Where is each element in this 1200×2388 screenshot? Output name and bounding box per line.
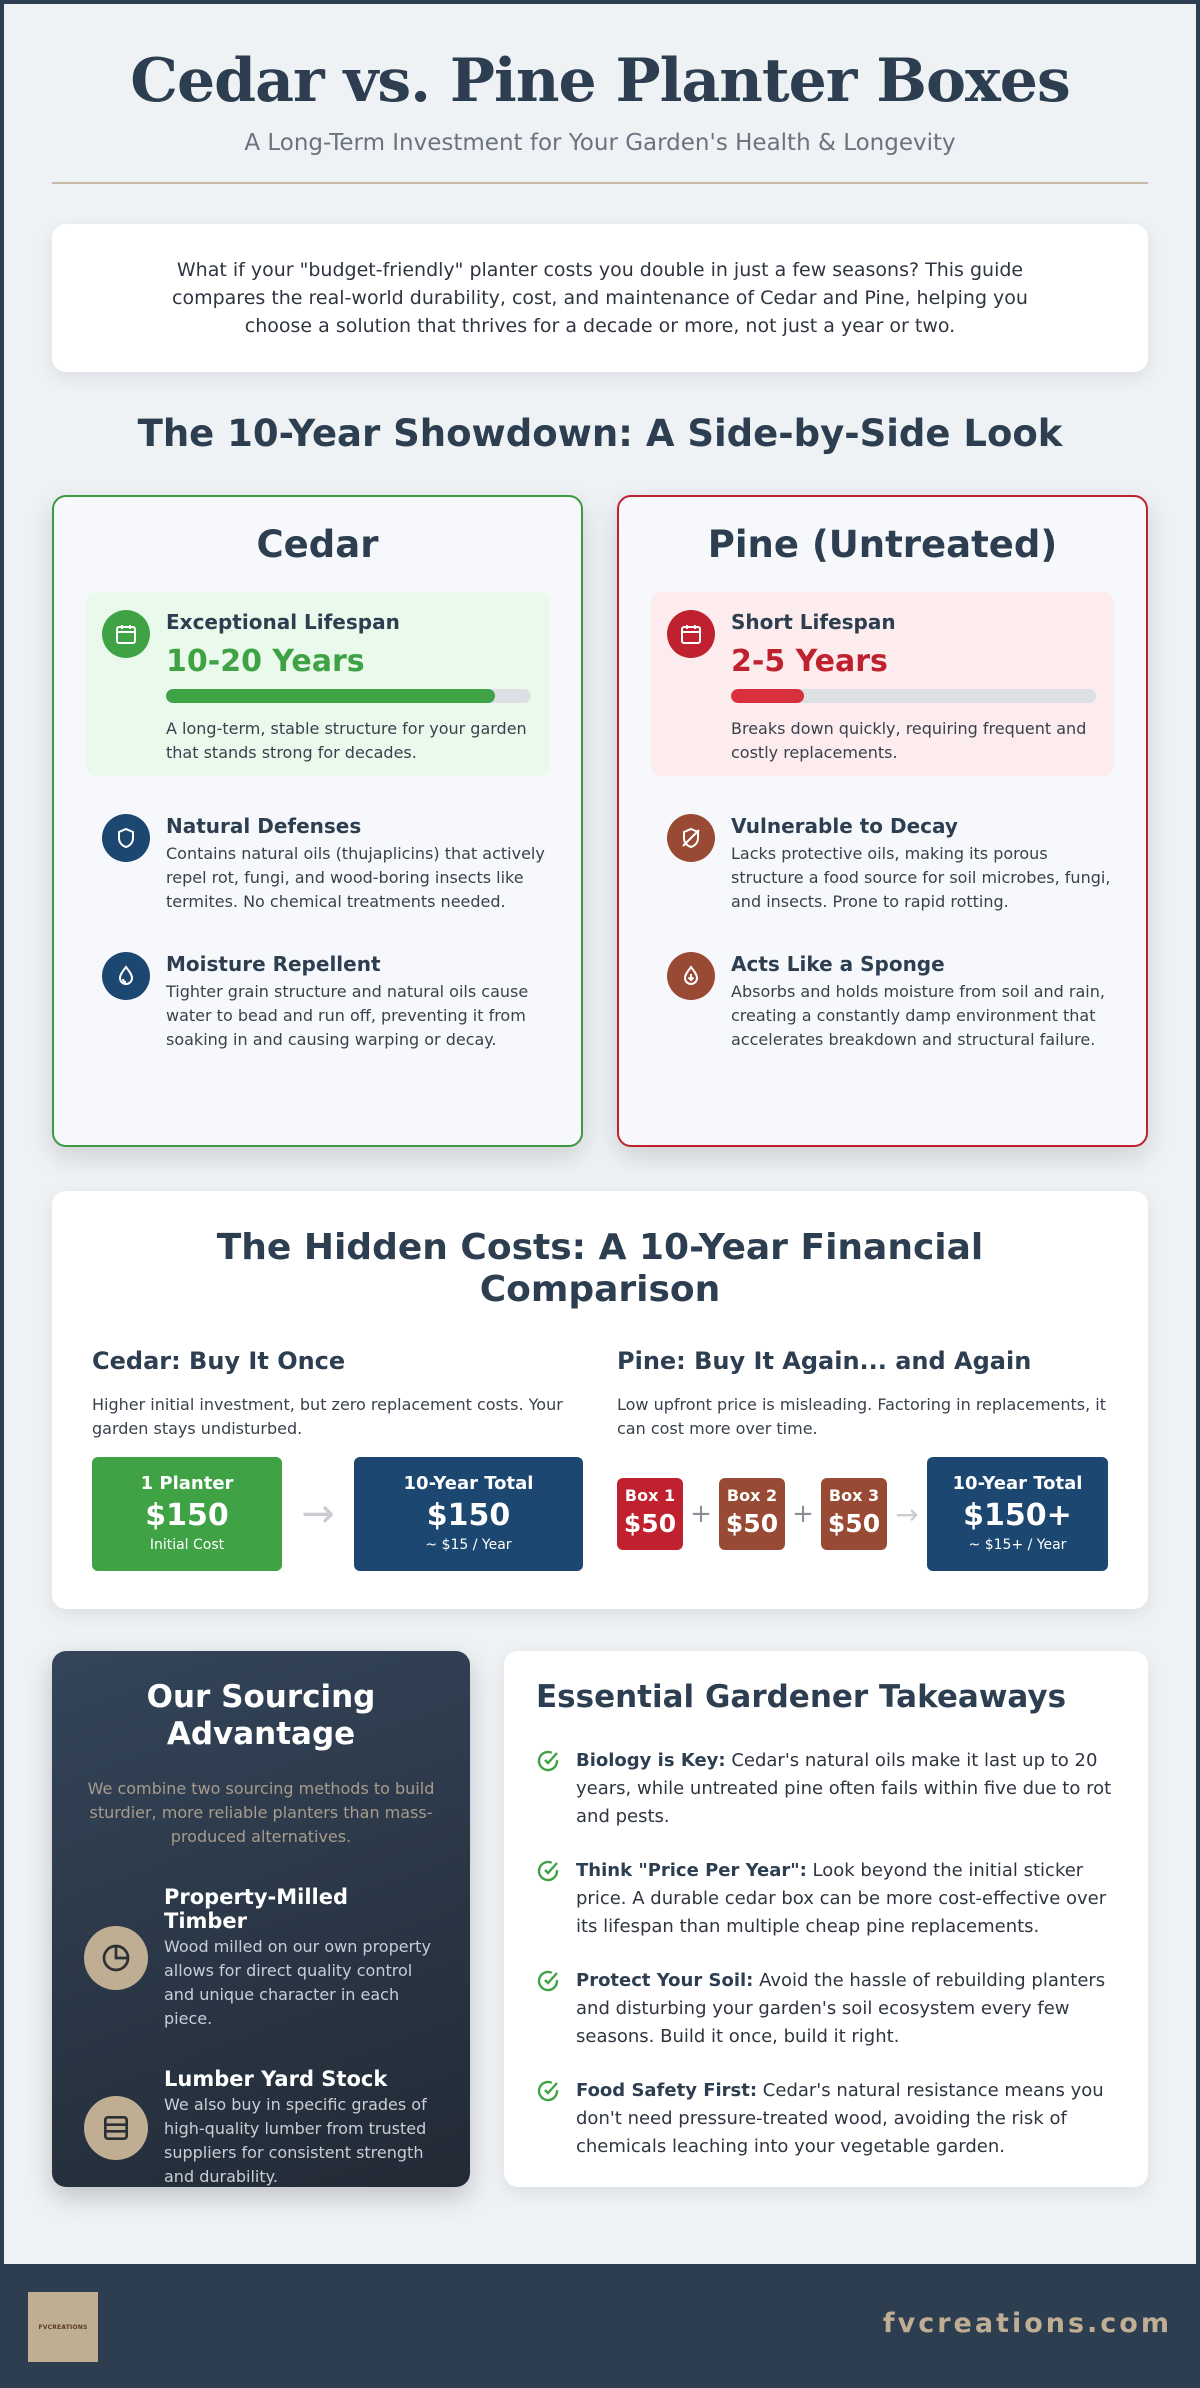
site-link[interactable]: fvcreations.com (882, 2308, 1172, 2339)
takeaway-item (536, 1747, 1116, 1831)
takeaway-text (576, 1967, 1116, 2051)
cedar-lifespan-years: 10-20 Years (166, 644, 365, 679)
broken-shield-icon (667, 814, 715, 862)
footer (0, 2264, 1200, 2388)
cedar-feature-natural-defenses (86, 814, 549, 914)
pine-box-pill (821, 1478, 887, 1550)
header (4, 4, 1196, 156)
takeaway-text (576, 1857, 1116, 1941)
cedar-lifespan-bar (166, 689, 531, 703)
calendar-icon (667, 610, 715, 658)
takeaway-body: Avoid the hassle of rebuilding planters and disturbing your garden's soil ecosystem every few seasons. Build it once, build it right. (576, 1970, 1106, 2047)
sourcing-item-title: Property-Milled Timber (164, 1885, 349, 1933)
cedar-feature-moisture-repellent (86, 952, 549, 1052)
calendar-icon (102, 610, 150, 658)
pill-value: $150+ (963, 1498, 1072, 1533)
pill-value: $150 (426, 1498, 511, 1533)
feature-title: Acts Like a Sponge (731, 952, 945, 976)
water-absorb-icon (667, 952, 715, 1000)
bottom-section (52, 1651, 1148, 2187)
feature-title: Moisture Repellent (166, 952, 381, 976)
cedar-planter-pill (92, 1457, 282, 1571)
pie-chart-icon (84, 1926, 148, 1990)
cedar-cost-flow (92, 1457, 583, 1571)
takeaway-body: Cedar's natural oils make it last up to 20 years, while untreated pine often fails within five due to rot and pests. (576, 1750, 1112, 1827)
water-drop-icon (102, 952, 150, 1000)
box-value: $50 (827, 1509, 881, 1538)
check-circle-icon (536, 1857, 560, 1941)
takeaway-label: Food Safety First: (576, 2080, 758, 2101)
feature-desc: Tighter grain structure and natural oils cause water to bead and run off, preventing it from soaking in and causing warping or decay. (166, 982, 529, 1049)
pine-cost-column (617, 1347, 1108, 1571)
takeaways-title: Essential Gardener Takeaways (536, 1679, 1067, 1715)
cedar-cost-heading: Cedar: Buy It Once (92, 1347, 346, 1375)
stacked-lumber-icon (84, 2096, 148, 2160)
takeaway-item (536, 2077, 1116, 2161)
feature-desc: Absorbs and holds moisture from soil and rain, creating a constantly damp environment that accelerates breakdown and structural failure. (731, 982, 1105, 1049)
pine-feature-vulnerable-to-decay (651, 814, 1114, 914)
check-circle-icon (536, 1747, 560, 1831)
cedar-lifespan-bar-fill (166, 689, 495, 703)
takeaway-label: Think "Price Per Year": (576, 1860, 807, 1881)
pine-feature-acts-like-sponge (651, 952, 1114, 1052)
feature-title: Vulnerable to Decay (731, 814, 958, 838)
takeaway-label: Biology is Key: (576, 1750, 726, 1771)
pill-value: $150 (145, 1498, 229, 1533)
sourcing-item-lumber-yard (84, 2067, 438, 2189)
plus-icon: + (792, 1499, 814, 1529)
page-title: Cedar vs. Pine Planter Boxes (130, 46, 1070, 116)
arrow-right-icon: → (301, 1491, 335, 1537)
takeaway-item (536, 1967, 1116, 2051)
intro-card: What if your "budget-friendly" planter costs you double in just a few seasons? This guide compares the real-world durability, cost, and maintenance of Cedar and Pine, helping you choose a solution that thrives for a decade or more, not just a year or two. (52, 224, 1148, 372)
pine-box-pill (617, 1478, 683, 1550)
pine-cost-heading: Pine: Buy It Again... and Again (617, 1347, 1032, 1375)
takeaway-text (576, 1747, 1116, 1831)
comparison-cards (52, 495, 1148, 1147)
cedar-lifespan-box (86, 592, 549, 776)
pine-lifespan-bar (731, 689, 1096, 703)
pill-label: 10-Year Total (403, 1473, 534, 1494)
pine-lifespan-years: 2-5 Years (731, 644, 888, 679)
pine-total-pill (927, 1457, 1108, 1571)
cedar-cost-column (92, 1347, 583, 1571)
pine-lifespan-bar-fill (731, 689, 804, 703)
pill-label: 10-Year Total (952, 1473, 1083, 1494)
feature-desc: Lacks protective oils, making its porous structure a food source for soil microbes, fungi, and insects. Prone to rapid rotting. (731, 844, 1111, 911)
infographic-page (4, 4, 1196, 2264)
pine-lifespan-desc: Breaks down quickly, requiring frequent and costly replacements. (731, 719, 1087, 762)
plus-icon: + (690, 1499, 712, 1529)
cedar-card-title: Cedar (256, 523, 379, 566)
pine-lifespan-title: Short Lifespan (731, 610, 896, 634)
box-label: Box 1 (624, 1486, 676, 1505)
takeaway-body: Look beyond the initial sticker price. A durable cedar box can be more cost-effective over its lifespan than multiple cheap pine replacements. (576, 1860, 1107, 1937)
takeaways-card (504, 1651, 1148, 2187)
box-value: $50 (725, 1509, 779, 1538)
sourcing-item-property-milled (84, 1885, 438, 2031)
takeaway-item (536, 1857, 1116, 1941)
hidden-costs-title: The Hidden Costs: A 10-Year Financial Comparison (216, 1227, 984, 1310)
arrow-right-icon: → (895, 1497, 919, 1531)
sourcing-title: Our Sourcing Advantage (146, 1679, 376, 1752)
cedar-cost-desc: Higher initial investment, but zero replacement costs. Your garden stays undisturbed. (92, 1395, 563, 1438)
logo-wordmark: FVCREATIONS (38, 2323, 88, 2331)
check-circle-icon (536, 2077, 560, 2161)
hidden-costs-card (52, 1191, 1148, 1609)
box-value: $50 (623, 1509, 677, 1538)
box-label: Box 2 (726, 1486, 778, 1505)
pine-box-pill (719, 1478, 785, 1550)
showdown-title: The 10-Year Showdown: A Side-by-Side Look (137, 412, 1063, 455)
brand-logo[interactable] (28, 2292, 98, 2362)
cedar-total-pill (354, 1457, 583, 1571)
sourcing-item-desc: Wood milled on our own property allows for direct quality control and unique character in each piece. (164, 1937, 431, 2028)
divider (52, 182, 1148, 184)
pill-sub: ~ $15+ / Year (968, 1537, 1067, 1553)
pine-cost-desc: Low upfront price is misleading. Factoring in replacements, it can cost more over time. (617, 1395, 1107, 1438)
feature-title: Natural Defenses (166, 814, 362, 838)
shield-icon (102, 814, 150, 862)
pill-sub: ~ $15 / Year (425, 1537, 512, 1553)
sourcing-item-title: Lumber Yard Stock (164, 2067, 388, 2091)
sourcing-card (52, 1651, 470, 2187)
takeaway-text (576, 2077, 1116, 2161)
takeaway-label: Protect Your Soil: (576, 1970, 754, 1991)
cedar-card (52, 495, 583, 1147)
pill-label: 1 Planter (140, 1473, 234, 1494)
pine-cost-flow (617, 1457, 1108, 1571)
cedar-lifespan-title: Exceptional Lifespan (166, 610, 400, 634)
box-label: Box 3 (828, 1486, 880, 1505)
sourcing-intro: We combine two sourcing methods to build sturdier, more reliable planters than mass-produced alternatives. (87, 1779, 435, 1846)
page-subtitle: A Long-Term Investment for Your Garden's Health & Longevity (244, 130, 956, 156)
sourcing-item-desc: We also buy in specific grades of high-quality lumber from trusted suppliers for consistent strength and durability. (164, 2095, 427, 2186)
pine-card-title: Pine (Untreated) (707, 523, 1058, 566)
check-circle-icon (536, 1967, 560, 2051)
pill-sub: Initial Cost (149, 1537, 225, 1553)
pine-card (617, 495, 1148, 1147)
takeaway-body: Cedar's natural resistance means you don't need pressure-treated wood, avoiding the risk of chemicals leaching into your vegetable garden. (576, 2080, 1104, 2157)
cedar-lifespan-desc: A long-term, stable structure for your garden that stands strong for decades. (166, 719, 527, 762)
feature-desc: Contains natural oils (thujaplicins) that actively repel rot, fungi, and wood-boring insects like termites. No chemical treatments needed. (166, 844, 545, 911)
pine-lifespan-box (651, 592, 1114, 776)
